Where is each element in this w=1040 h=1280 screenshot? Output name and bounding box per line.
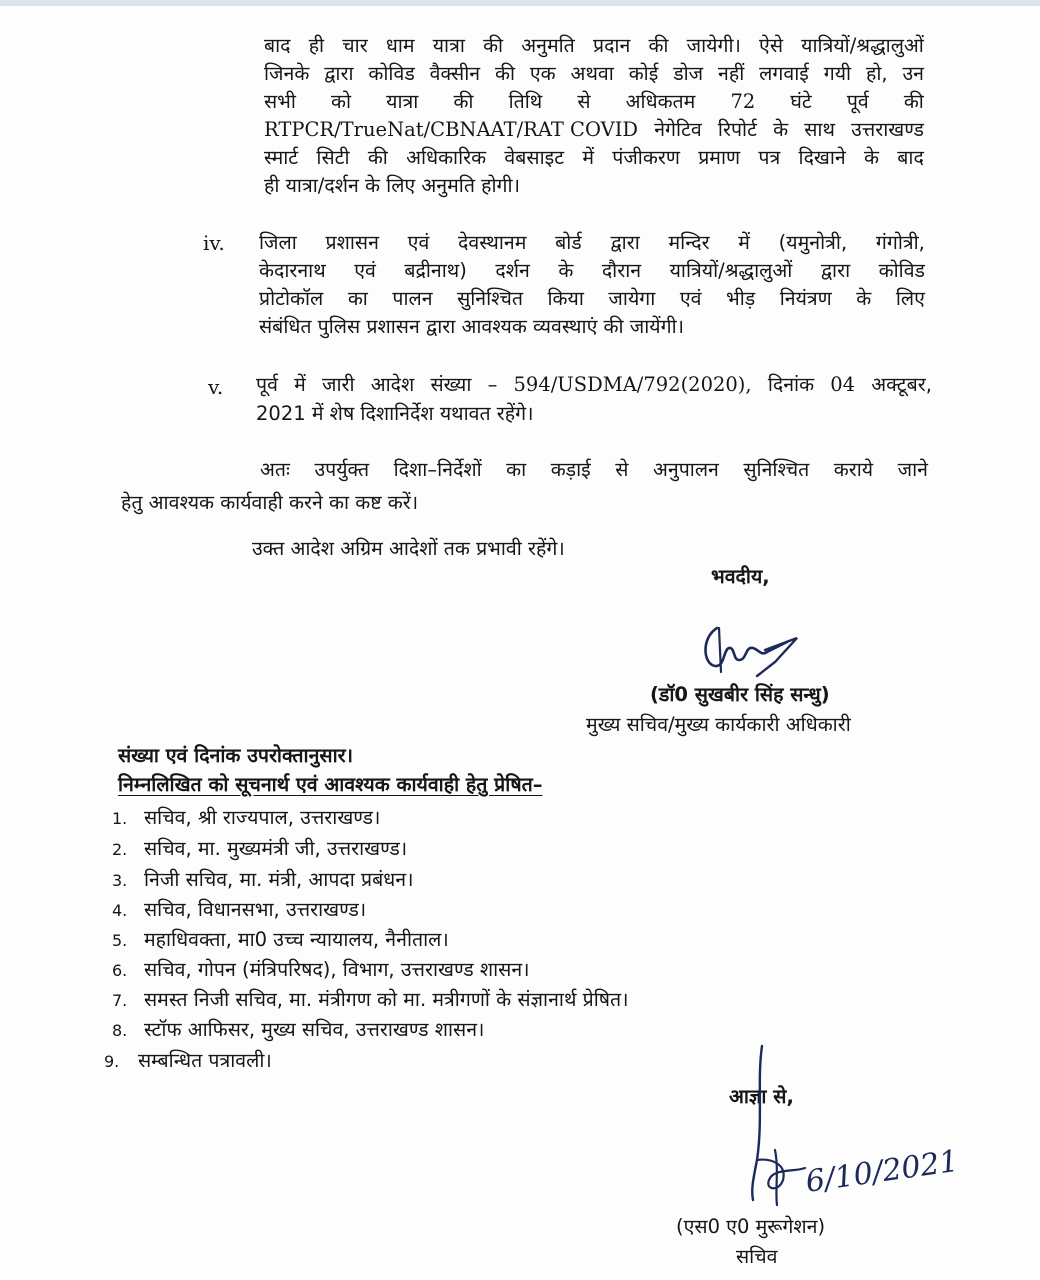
intro-line: [264, 31, 924, 61]
list-number: 6.: [112, 961, 128, 980]
word: साथ: [804, 118, 835, 141]
word: की: [903, 90, 924, 113]
list-number: 2.: [112, 840, 128, 859]
signature-chief-secretary: [695, 620, 805, 680]
closing-line: [260, 455, 928, 485]
word: धाम: [385, 34, 415, 57]
word: नहीं: [718, 62, 745, 85]
word: दिशा–निर्देशों: [393, 458, 482, 481]
word: अतः: [260, 458, 290, 481]
point-iv-line: [259, 256, 925, 286]
word: हो,: [865, 62, 888, 85]
word: –: [487, 373, 498, 396]
list-item: सचिव, विधानसभा, उत्तराखण्ड।: [144, 898, 367, 921]
list-item: स्टॉफ आफिसर, मुख्य सचिव, उत्तराखण्ड शासन।: [144, 1018, 485, 1041]
word: अनुपालन: [652, 458, 719, 481]
word: किया: [547, 287, 584, 310]
word: 04: [830, 373, 856, 396]
word: RTPCR/TrueNat/CBNAAT/RAT COVID: [264, 118, 639, 141]
word: दिनांक: [767, 373, 815, 396]
word: पत्र: [758, 146, 781, 169]
word: ही यात्रा/दर्शन के लिए अनुमति होगी।: [264, 174, 520, 197]
handwritten-date: 6/10/2021: [803, 1143, 961, 1200]
word: सुनिश्चित: [457, 287, 523, 310]
word: बोर्ड: [555, 231, 582, 254]
word: वैक्सीन: [429, 62, 481, 85]
word: 2021 में शेष दिशानिर्देश यथावत रहेंगे।: [256, 402, 534, 425]
by-order-text: आज्ञा से,: [729, 1085, 794, 1108]
word: पूर्व: [256, 373, 278, 396]
list-item: सचिव, श्री राज्यपाल, उत्तराखण्ड।: [144, 806, 381, 829]
closing-line: [121, 488, 418, 518]
word: ऐसे: [759, 34, 784, 57]
list-item: निजी सचिव, मा. मंत्री, आपदा प्रबंधन।: [144, 868, 414, 891]
point-v-number: v.: [208, 375, 224, 399]
word: दिखाने: [798, 146, 846, 169]
word: जायेगा: [608, 287, 656, 310]
word: यात्रा: [432, 34, 465, 57]
word: जायेगी।: [686, 34, 741, 57]
word: घंटे: [790, 90, 812, 113]
word: दौरान: [601, 259, 642, 282]
word: की: [483, 34, 504, 57]
word: दर्शन: [495, 259, 530, 282]
secretary-designation: सचिव: [736, 1245, 778, 1268]
intro-line: [264, 143, 924, 173]
word: जाने: [897, 458, 928, 481]
word: ही: [308, 34, 325, 57]
word: आदेश: [370, 373, 415, 396]
word: गंगोत्री,: [875, 231, 925, 254]
word: की: [648, 34, 669, 57]
word: लगवाई: [759, 62, 809, 85]
word: जिनके: [264, 62, 310, 85]
word: यात्रियों/श्रद्धालुओं: [801, 34, 924, 57]
word: देवस्थानम: [458, 231, 527, 254]
effective-line: उक्त आदेश अग्रिम आदेशों तक प्रभावी रहेंगे।: [252, 537, 565, 560]
signatory-name: (डॉ0 सुखबीर सिंह सन्धु): [650, 683, 830, 706]
word: स्मार्ट: [264, 146, 299, 169]
list-item: सचिव, गोपन (मंत्रिपरिषद), विभाग, उत्तराखण्ड शासन।: [144, 958, 530, 981]
word: में: [738, 231, 750, 254]
word: कड़ाई: [550, 458, 591, 481]
word: जिला: [259, 231, 297, 254]
word: गयी: [823, 62, 852, 85]
word: के: [773, 118, 789, 141]
word: प्रमाण: [698, 146, 741, 169]
intro-line: [264, 171, 520, 201]
word: द्वारा: [324, 62, 354, 85]
word: कोविड: [368, 62, 415, 85]
salutation: भवदीय,: [711, 565, 770, 588]
word: वेबसाइट: [504, 146, 565, 169]
word: सभी: [264, 90, 296, 113]
word: उत्तराखण्ड: [851, 118, 924, 141]
list-item: सचिव, मा. मुख्यमंत्री जी, उत्तराखण्ड।: [144, 837, 408, 860]
word: अक्टूबर,: [871, 373, 932, 396]
word: की: [367, 146, 388, 169]
word: हेतु आवश्यक कार्यवाही करने का कष्ट करें।: [121, 491, 419, 514]
word: एवं: [407, 231, 430, 254]
list-item: महाधिवक्ता, मा0 उच्च न्यायालय, नैनीताल।: [144, 928, 449, 951]
word: अथवा: [570, 62, 614, 85]
word: बाद: [897, 146, 924, 169]
point-iv-line: [259, 228, 925, 258]
word: एवं: [354, 259, 376, 282]
distribution-heading: निम्नलिखित को सूचनार्थ एवं आवश्यक कार्यवाही हेतु प्रेषित–: [118, 773, 543, 796]
word: में: [294, 373, 306, 396]
point-v-line: [256, 399, 534, 429]
word: में: [582, 146, 594, 169]
secretary-name: (एस0 ए0 मुरूगेशन): [676, 1215, 826, 1238]
list-number: 4.: [112, 901, 128, 920]
word: संख्या: [430, 373, 472, 396]
word: सुनिश्चित: [743, 458, 810, 481]
intro-line: [264, 115, 924, 145]
list-number: 8.: [112, 1021, 128, 1040]
word: तिथि: [508, 90, 543, 113]
word: को: [331, 90, 352, 113]
word: चार: [342, 34, 368, 57]
word: 72: [730, 90, 756, 113]
intro-line: [264, 87, 924, 117]
word: कोविड: [878, 259, 925, 282]
word: से: [577, 90, 591, 113]
word: डोज: [673, 62, 704, 85]
word: (यमुनोत्री,: [778, 231, 848, 254]
word: जारी: [321, 373, 355, 396]
word: मन्दिर: [668, 231, 710, 254]
word: प्रोटोकॉल: [259, 287, 324, 310]
word: यात्रियों/श्रद्धालुओं: [669, 259, 793, 282]
word: के: [864, 146, 880, 169]
word: 594/USDMA/792(2020),: [513, 373, 752, 396]
word: उन: [902, 62, 924, 85]
word: के: [558, 259, 574, 282]
word: लिए: [895, 287, 925, 310]
word: कोई: [628, 62, 659, 85]
word: बाद: [264, 34, 291, 57]
word: अनुमति: [521, 34, 575, 57]
word: द्वारा: [610, 231, 640, 254]
word: द्वारा: [820, 259, 851, 282]
word: की: [453, 90, 474, 113]
point-iv-line: [259, 312, 684, 342]
word: रिपोर्ट: [717, 118, 757, 141]
word: केदारनाथ: [259, 259, 326, 282]
word: बद्रीनाथ): [404, 259, 467, 282]
word: के: [856, 287, 872, 310]
word: का: [506, 458, 527, 481]
word: सिटी: [316, 146, 350, 169]
word: प्रदान: [592, 34, 631, 57]
word: पंजीकरण: [612, 146, 680, 169]
word: पालन: [392, 287, 433, 310]
word: पूर्व: [846, 90, 869, 113]
word: अधिकतम: [625, 90, 696, 113]
word: से: [615, 458, 629, 481]
list-item: सम्बन्धित पत्रावली।: [138, 1049, 272, 1072]
word: भीड़: [725, 287, 756, 310]
list-number: 5.: [112, 931, 128, 950]
word: एक: [529, 62, 556, 85]
list-number: 9.: [104, 1052, 120, 1071]
word: उपर्युक्त: [314, 458, 370, 481]
point-iv-number: iv.: [203, 231, 225, 255]
reference-line: संख्या एवं दिनांक उपरोक्तानुसार।: [118, 744, 354, 767]
word: यात्रा: [386, 90, 419, 113]
word: कराये: [833, 458, 874, 481]
word: नियंत्रण: [779, 287, 832, 310]
list-number: 7.: [112, 991, 128, 1010]
top-edge: [0, 0, 1040, 6]
word: संबंधित पुलिस प्रशासन द्वारा आवश्यक व्यवस्थाएं की जायेंगी।: [259, 315, 685, 338]
intro-line: [264, 59, 924, 89]
word: अधिकारिक: [406, 146, 487, 169]
signatory-designation: मुख्य सचिव/मुख्य कार्यकारी अधिकारी: [586, 713, 851, 736]
word: नेगेटिव: [654, 118, 702, 141]
point-iv-line: [259, 284, 925, 314]
list-number: 3.: [112, 871, 128, 890]
point-v-line: [256, 370, 932, 400]
word: का: [347, 287, 368, 310]
list-number: 1.: [112, 809, 128, 828]
word: एवं: [679, 287, 702, 310]
list-item: समस्त निजी सचिव, मा. मंत्रीगण को मा. मत्रीगणों के संज्ञानार्थ प्रेषित।: [144, 988, 629, 1011]
word: की: [494, 62, 515, 85]
word: प्रशासन: [325, 231, 379, 254]
